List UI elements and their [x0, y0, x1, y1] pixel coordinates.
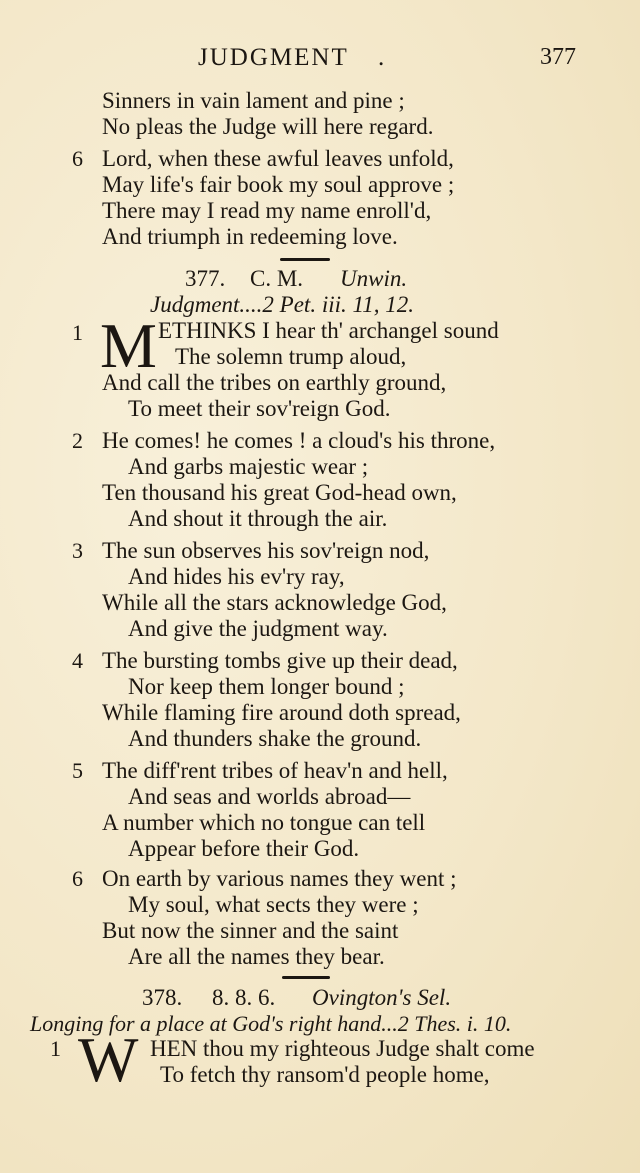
verse-line: And shout it through the air.	[128, 506, 388, 531]
verse-line: And seas and worlds abroad—	[128, 784, 411, 809]
verse-line: And thunders shake the ground.	[128, 726, 422, 751]
verse-line: Appear before their God.	[128, 836, 360, 861]
hymn-number: 378.	[142, 985, 183, 1010]
verse-line: HEN thou my righteous Judge shalt come	[150, 1036, 535, 1061]
verse-line: And call the tribes on earthly ground,	[102, 370, 447, 395]
verse-number: 1	[50, 1036, 61, 1061]
hymn-author: Ovington's Sel.	[312, 985, 452, 1010]
verse-line: Are all the names they bear.	[128, 944, 385, 969]
running-header-dot: .	[378, 44, 385, 71]
verse-line: A number which no tongue can tell	[102, 810, 426, 835]
verse-line: And hides his ev'ry ray,	[128, 564, 345, 589]
verse-line: He comes! he comes ! a cloud's his throne,	[102, 428, 496, 453]
verse-line: To fetch thy ransom'd people home,	[160, 1062, 490, 1087]
page-number: 377	[540, 44, 576, 70]
verse-line: And give the judgment way.	[128, 616, 388, 641]
verse-number: 1	[72, 320, 83, 345]
verse-line: There may I read my name enroll'd,	[102, 198, 432, 223]
drop-cap: W	[78, 1024, 139, 1095]
section-rule	[282, 976, 330, 979]
hymn-subject: Longing for a place at God's right hand...2 Thes. i. 10.	[30, 1011, 512, 1036]
hymn-author: Unwin.	[340, 266, 408, 291]
verse-line: The sun observes his sov'reign nod,	[102, 538, 430, 563]
verse-number: 3	[72, 538, 83, 563]
hymn-number: 377.	[185, 266, 226, 291]
verse-line: And triumph in redeeming love.	[102, 224, 398, 249]
verse-line: While flaming fire around doth spread,	[102, 700, 461, 725]
verse-line: But now the sinner and the saint	[102, 918, 399, 943]
verse-line: ETHINKS I hear th' archangel sound	[158, 318, 499, 343]
verse-line: On earth by various names they went ;	[102, 866, 457, 891]
verse-number: 5	[72, 758, 83, 783]
verse-line: No pleas the Judge will here regard.	[102, 114, 434, 139]
verse-line: May life's fair book my soul approve ;	[102, 172, 455, 197]
verse-line: And garbs majestic wear ;	[128, 454, 369, 479]
verse-number: 4	[72, 648, 83, 673]
drop-cap: M	[100, 310, 157, 381]
verse-line: Sinners in vain lament and pine ;	[102, 88, 405, 113]
hymn-meter: C. M.	[250, 266, 304, 291]
verse-number: 6	[72, 866, 83, 891]
hymn-meter: 8. 8. 6.	[212, 985, 276, 1010]
verse-number: 2	[72, 428, 83, 453]
verse-line: Nor keep them longer bound ;	[128, 674, 405, 699]
verse-line: Ten thousand his great God-head own,	[102, 480, 457, 505]
running-header-title: JUDGMENT	[198, 44, 349, 71]
verse-line: While all the stars acknowledge God,	[102, 590, 447, 615]
verse-line: The solemn trump aloud,	[175, 344, 407, 369]
verse-number: 6	[72, 146, 83, 171]
verse-line: The bursting tombs give up their dead,	[102, 648, 458, 673]
verse-line: Lord, when these awful leaves unfold,	[102, 146, 454, 171]
verse-line: The diff'rent tribes of heav'n and hell,	[102, 758, 448, 783]
verse-line: My soul, what sects they were ;	[128, 892, 419, 917]
section-rule	[280, 258, 330, 261]
verse-line: To meet their sov'reign God.	[128, 396, 391, 421]
hymn-subject: Judgment....2 Pet. iii. 11, 12.	[150, 292, 415, 317]
